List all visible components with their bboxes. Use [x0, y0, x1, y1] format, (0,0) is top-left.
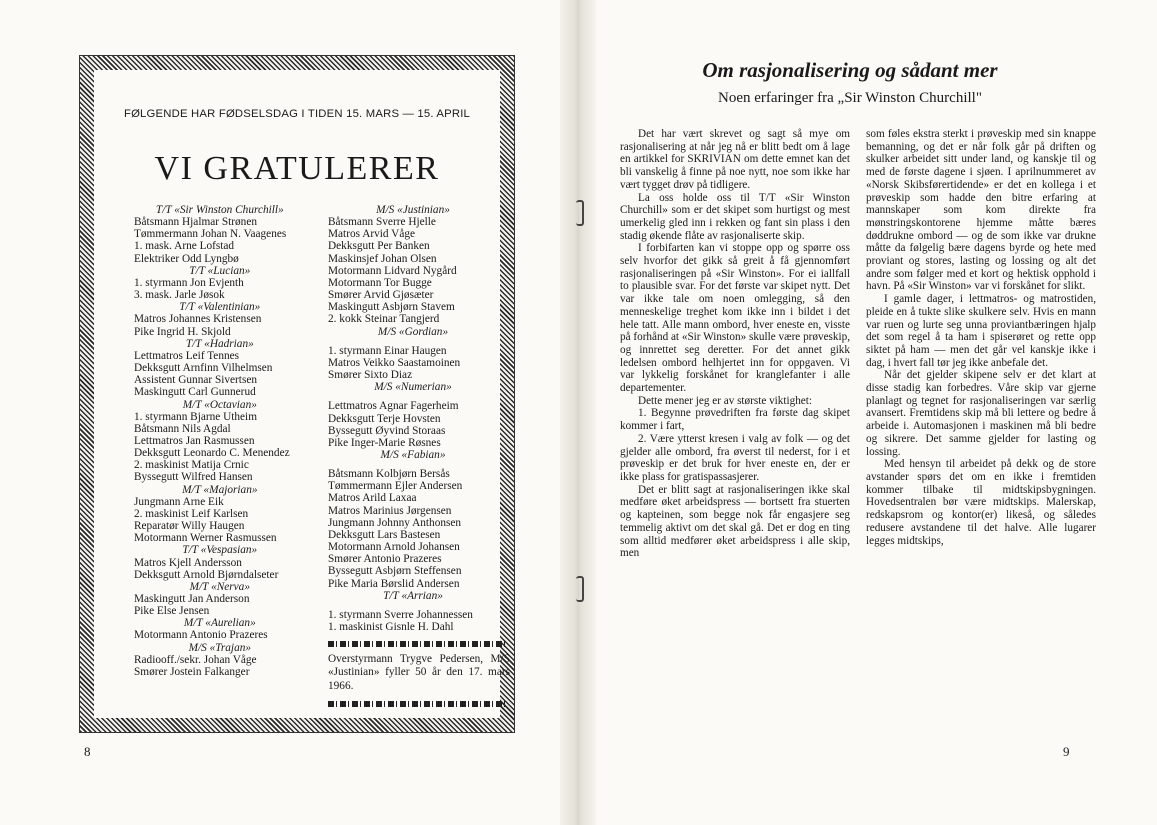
crew-name: Dekksgutt Arnfinn Vilhelmsen: [134, 362, 273, 375]
birthday-title: VI GRATULERER: [154, 150, 440, 187]
crew-name: Motormann Antonio Prazeres: [134, 629, 268, 642]
crew-name: 2. maskinist Leif Karlsen: [134, 507, 249, 520]
article-column-right: [866, 128, 1096, 547]
staple-bottom: [576, 576, 584, 602]
birthday-list-right-names: [328, 204, 510, 633]
ship-heading: T/T «Valentinian»: [179, 301, 261, 314]
article-title: Om rasjonalisering og sådant mer: [702, 58, 998, 82]
crew-name: Byssegutt Øyvind Storaas: [328, 424, 446, 437]
crew-name: Pike Else Jensen: [134, 605, 210, 618]
crew-name: Matros Kjell Andersson: [134, 556, 242, 569]
list-spacer: [328, 461, 510, 468]
crew-name: Tømmermann Ejler Andersen: [328, 480, 463, 493]
ship-heading: M/T «Majorian»: [182, 483, 258, 496]
article-subtitle: Noen erfaringer fra „Sir Winston Churchill": [718, 90, 982, 106]
crew-name: Matros Johannes Kristensen: [134, 313, 262, 326]
crew-name: Jungmann Arne Eik: [134, 495, 224, 508]
crew-name: 1. styrmann Jon Evjenth: [134, 276, 244, 289]
crew-name: Reparatør Willy Haugen: [134, 520, 245, 533]
birthday-note: Overstyrmann Trygve Pedersen, M/S «Justinian» fyller 50 år den 17. mars 1966.: [328, 653, 510, 692]
page-number-left: 8: [84, 744, 91, 759]
crew-name: Maskingutt Asbjørn Stavem: [328, 301, 455, 314]
crew-name: 3. mask. Jarle Jøsok: [134, 289, 225, 302]
article-paragraph: I forbifarten kan vi stoppe opp og spørre oss selv hvorfor det gikk så greit å få gjennomført rasjonaliseringen på «Sir Winston». For ei iallfall to plausible svar. For det første var skipet nytt. Det var ikke tale om noen omlegging, så den menneskelige treghet kom ikke inn i bildet i det hele tatt. Alle mann ombord, hver eneste en, visste på forhånd at «Sir Winston» skulle være prøveskip, og innrettet seg deretter. For det annet gikk ledelsen ombord helhjertet inn for oppgaven. Vi var lykkelig forskånet for kranglefanter i alle departementer.: [620, 242, 850, 395]
ship-heading: M/S «Trajan»: [188, 641, 252, 654]
crew-name: Maskingutt Carl Gunnerud: [134, 386, 256, 399]
article-paragraph: La oss holde oss til T/T «Sir Winston Churchill» som er det skipet som hurtigst og mest umerkelig gled inn i rekken og fant sin plass i den stadig økende flåte av rasjonaliserte skip.: [620, 191, 850, 242]
ship-heading: M/S «Fabian»: [380, 448, 446, 461]
crew-name: Lettmatros Agnar Fagerheim: [328, 400, 459, 413]
crew-name: 1. styrmann Bjarne Utheim: [134, 410, 257, 423]
crew-name: Smører Arvid Gjøsæter: [328, 289, 434, 302]
crew-name: Pike Maria Børslid Andersen: [328, 577, 460, 590]
article-paragraph: Det er blitt sagt at rasjonaliseringen ikke skal medføre øket arbeidspress — bortsett fra stuerten og kapteinen, som begge nok får engasjere seg temmelig aktivt om det skal gå. Det er dog en ting som alltid medfører øket arbeidspress i alle skip, men: [620, 483, 850, 560]
crew-name: Dekksgutt Leonardo C. Menendez: [134, 447, 290, 460]
birthday-list-right: [328, 204, 510, 713]
crew-name: Radiooff./sekr. Johan Våge: [134, 653, 257, 666]
article-column-left: [620, 128, 850, 560]
crew-name: Båtsmann Sverre Hjelle: [328, 216, 436, 229]
crew-name: Smører Sixto Diaz: [328, 369, 413, 382]
crew-name: Maskingutt Jan Anderson: [134, 593, 250, 605]
page-number-right: 9: [1063, 744, 1070, 759]
ship-heading: M/T «Nerva»: [189, 580, 250, 593]
crew-name: Båtsmann Kolbjørn Bersås: [328, 468, 450, 481]
crew-name: Matros Marinius Jørgensen: [328, 504, 452, 517]
crew-name: Båtsmann Hjalmar Strønen: [134, 216, 257, 229]
article-paragraph: 1. Begynne prøvedriften fra første dag skipet kommer i fart,: [620, 407, 850, 433]
article-paragraph: Det har vært skrevet og sagt så mye om rasjonalisering at når jeg nå er blitt bedt om å lage en artikkel for SKRIVIAN om dette emnet kan det bli vanskelig å finne på noe nytt, noe som ikke har vært tygget drøv på tidligere.: [620, 128, 850, 191]
article-paragraph: som føles ekstra sterkt i prøveskip med sin knappe bemanning, og det er når folk går på driften og skulker arbeidet sitt under land, og kanskje til og med de første dagene i sjøen. I aprilnummeret av «Norsk Skibsførertidende» er det en kollega i et prøveskip som hadde den bitre erfaring at mannskaper som kom direkte fra mønstringskontorene hjemme måtte bæres døddrukne ombord — og de som ikke var drukne måtte da følgelig bære dagens byrde og hete med proviant og stores, lasting og lossing og alt det andre som følger med et kort og hektisk opphold i havn. På «Sir Winston» var vi forskånet for slikt.: [866, 128, 1096, 293]
crew-name: Lettmatros Jan Rasmussen: [134, 434, 255, 447]
article-paragraph: Når det gjelder skipene selv er det klart at disse stadig kan forbedres. Våre skip var gjerne planlagt og tegnet for rasjonaliseringen var særlig avansert. Fremtidens skip må bli lettere og bedre å arbeide i. Automasjonen i maskinen må bli bedre og sikrere. Det samme gjelder for lasting og lossing.: [866, 369, 1096, 458]
crew-name: Dekksgutt Arnold Bjørndalseter: [134, 568, 279, 581]
crew-name: Byssegutt Wilfred Hansen: [134, 471, 253, 484]
crew-name: Matros Veikko Saastamoinen: [328, 356, 461, 369]
birthday-list-left: [134, 204, 290, 678]
crew-name: Dekksgutt Per Banken: [328, 240, 430, 253]
crew-name: 2. maskinist Matija Crnic: [134, 459, 249, 472]
crew-name: Jungmann Johnny Anthonsen: [328, 516, 462, 529]
crew-name: 1. styrmann Sverre Johannessen: [328, 608, 473, 621]
crew-name: 1. maskinist Gisnle H. Dahl: [328, 621, 454, 633]
crew-name: Assistent Gunnar Sivertsen: [134, 374, 257, 387]
ornament-divider: [328, 641, 506, 647]
article-paragraph: Dette mener jeg er av største viktighet:: [638, 394, 812, 407]
crew-name: Motormann Arnold Johansen: [328, 541, 460, 554]
crew-name: Maskinsjef Johan Olsen: [328, 252, 437, 265]
crew-name: Lettmatros Leif Tennes: [134, 349, 240, 362]
crew-name: Byssegutt Asbjørn Steffensen: [328, 565, 462, 578]
ship-heading: M/T «Octavian»: [182, 398, 257, 411]
crew-name: 1. mask. Arne Lofstad: [134, 240, 235, 253]
ship-heading: M/S «Justinian»: [376, 204, 450, 216]
crew-name: Smører Jostein Falkanger: [134, 665, 250, 678]
ship-heading: T/T «Vespasian»: [182, 544, 258, 557]
crew-name: 1. styrmann Einar Haugen: [328, 344, 447, 357]
article-paragraph: I gamle dager, i lettmatros- og matrostiden, pleide en å tukte slike skulkere selv. Hvis en mann var ruen og lurte seg unna proviantbæringen hjalp det som regel å ta ham i spiserøret og rette opp siktet på ham — men det går vel kanskje ikke i dag, i hvert fall tør jeg ikke anbefale det.: [866, 293, 1096, 369]
crew-name: Båtsmann Nils Agdal: [134, 422, 231, 435]
birthday-intro: FØLGENDE HAR FØDSELSDAG I TIDEN 15. MARS — 15. APRIL: [123, 108, 471, 120]
article-paragraph: Med hensyn til arbeidet på dekk og de store avstander spørs det om en ikke i fremtiden kommer tilbake til midtskipsbygningen. Hovedsentralen bør være midtskips. Malerskap, redskapsrom og kontor(er) likeså, og således redusere avstandene til det halve. Alle lugarer legges midtskips,: [866, 458, 1096, 547]
birthday-box: [80, 56, 514, 732]
staple-top: [576, 200, 584, 226]
crew-name: Smører Antonio Prazeres: [328, 553, 442, 566]
crew-name: Motormann Werner Rasmussen: [134, 532, 277, 545]
ship-heading: T/T «Hadrian»: [185, 337, 254, 350]
ship-heading: T/T «Arrian»: [383, 589, 443, 602]
list-spacer: [328, 602, 510, 609]
ship-heading: T/T «Sir Winston Churchill»: [155, 204, 284, 216]
crew-name: Motormann Tor Bugge: [328, 276, 432, 289]
crew-name: Pike Inger-Marie Røsnes: [328, 436, 441, 449]
ship-heading: M/S «Gordian»: [377, 325, 449, 338]
crew-name: Elektriker Odd Lyngbø: [134, 252, 239, 265]
list-spacer: [328, 393, 510, 400]
crew-name: Motormann Lidvard Nygård: [328, 264, 457, 277]
crew-name: Tømmermann Johan N. Vaagenes: [134, 228, 287, 241]
crew-name: Dekksgutt Lars Bastesen: [328, 528, 441, 541]
crew-name: Dekksgutt Terje Hovsten: [328, 412, 441, 425]
crew-name: 2. kokk Steinar Tangjerd: [328, 313, 440, 326]
ship-heading: M/T «Aurelian»: [183, 617, 256, 630]
ornament-divider-bottom: [328, 701, 506, 707]
crew-name: Matros Arild Laxaa: [328, 492, 417, 505]
book-gutter: [560, 0, 596, 825]
ship-heading: T/T «Lucian»: [189, 264, 251, 277]
ship-heading: M/S «Numerian»: [374, 381, 452, 394]
crew-name: Matros Arvid Våge: [328, 228, 416, 241]
list-spacer: [328, 338, 510, 345]
article-paragraph: 2. Være ytterst kresen i valg av folk — og det gjelder alle ombord, fra øverst til nederst, for i et prøveskip er det bruk for hver eneste en, der er ikke plass for gratispassasjerer.: [620, 432, 850, 483]
crew-name: Pike Ingrid H. Skjold: [134, 325, 231, 338]
